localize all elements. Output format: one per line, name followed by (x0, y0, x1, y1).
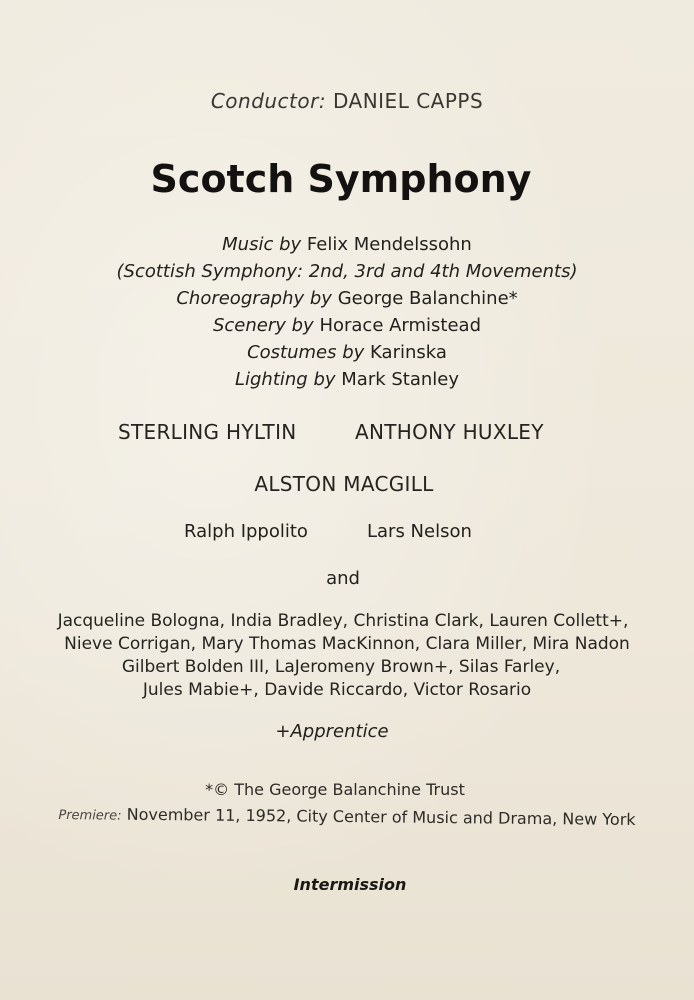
credit-name: Mark Stanley (341, 369, 460, 390)
credit-role: Music by (222, 234, 302, 255)
credit-name: Felix Mendelssohn (306, 234, 472, 255)
soloist-right: Lars Nelson (367, 521, 472, 542)
credit-role: Scenery by (212, 315, 314, 336)
ensemble-line: Jacqueline Bologna, India Bradley, Christina Clark, Lauren Collett+, (57, 611, 629, 631)
credit-role: Lighting by (234, 369, 336, 390)
ballet-title: Scotch Symphony (150, 157, 532, 201)
credit-scenery (0, 314, 694, 338)
and-text: and (326, 568, 360, 589)
credit-choreography (0, 287, 694, 311)
premiere-text: November 11, 1952, City Center of Music and Drama, New York (126, 804, 636, 830)
principal-right: ANTHONY HUXLEY (355, 420, 544, 444)
trust-note: *© The George Balanchine Trust (205, 780, 465, 799)
conductor-name: DANIEL CAPPS (332, 89, 484, 113)
intermission-label: Intermission (293, 875, 407, 894)
ensemble-line: Jules Mabie+, Davide Riccardo, Victor Rosario (142, 680, 532, 700)
premiere-label: Premiere: (58, 807, 122, 824)
conductor-label: Conductor: (210, 89, 327, 113)
credit-lighting (0, 368, 694, 392)
credit-role: Choreography by (176, 288, 332, 309)
principal-left: STERLING HYLTIN (118, 420, 297, 444)
apprentice-note: +Apprentice (275, 721, 389, 742)
credit-costumes (0, 341, 694, 365)
principal-center: ALSTON MACGILL (254, 472, 434, 496)
conductor-line (0, 89, 694, 113)
ensemble-line: Gilbert Bolden III, LaJeromeny Brown+, Silas Farley, (121, 657, 561, 677)
credit-movements-note: (Scottish Symphony: 2nd, 3rd and 4th Movements) (116, 261, 578, 282)
premiere-line (0, 801, 694, 834)
credit-name: Karinska (370, 342, 447, 363)
credit-name: George Balanchine* (337, 288, 518, 309)
credit-music (0, 233, 694, 257)
ensemble-line: Nieve Corrigan, Mary Thomas MacKinnon, Clara Miller, Mira Nadon (64, 634, 630, 654)
soloist-left: Ralph Ippolito (184, 521, 308, 542)
credit-name: Horace Armistead (319, 315, 482, 336)
credit-role: Costumes by (247, 342, 365, 363)
